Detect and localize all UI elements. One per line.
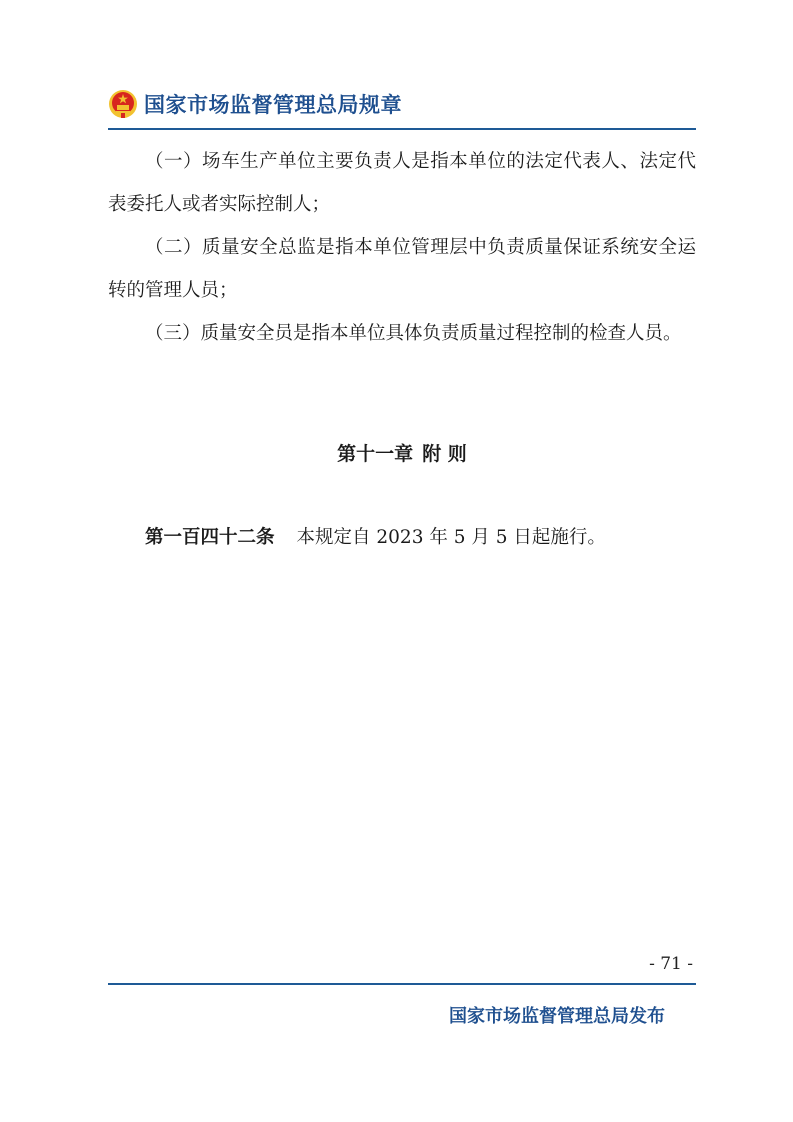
article-142	[108, 518, 696, 558]
footer-publisher: 国家市场监督管理总局发布	[449, 1006, 665, 1027]
body-text	[108, 140, 696, 355]
chapter-title: 附 则	[422, 443, 467, 465]
header-title: 国家市场监督管理总局规章	[144, 93, 402, 117]
article-text: 本规定自 2023 年 5 月 5 日起施行。	[296, 527, 606, 548]
document-header	[108, 86, 402, 122]
footer-divider	[108, 983, 696, 985]
article-number: 第一百四十二条	[145, 527, 275, 548]
chapter-heading	[108, 434, 696, 474]
paragraph-1: （一）场车生产单位主要负责人是指本单位的法定代表人、法定代表委托人或者实际控制人；	[108, 151, 696, 215]
paragraph-2: （二）质量安全总监是指本单位管理层中负责质量保证系统安全运转的管理人员；	[108, 237, 696, 301]
chapter-number: 第十一章	[337, 443, 414, 465]
header-divider	[108, 128, 696, 130]
national-emblem-icon	[108, 89, 138, 119]
paragraph-3: （三）质量安全员是指本单位具体负责质量过程控制的检查人员。	[145, 323, 682, 344]
page-number: - 71 -	[649, 954, 693, 974]
